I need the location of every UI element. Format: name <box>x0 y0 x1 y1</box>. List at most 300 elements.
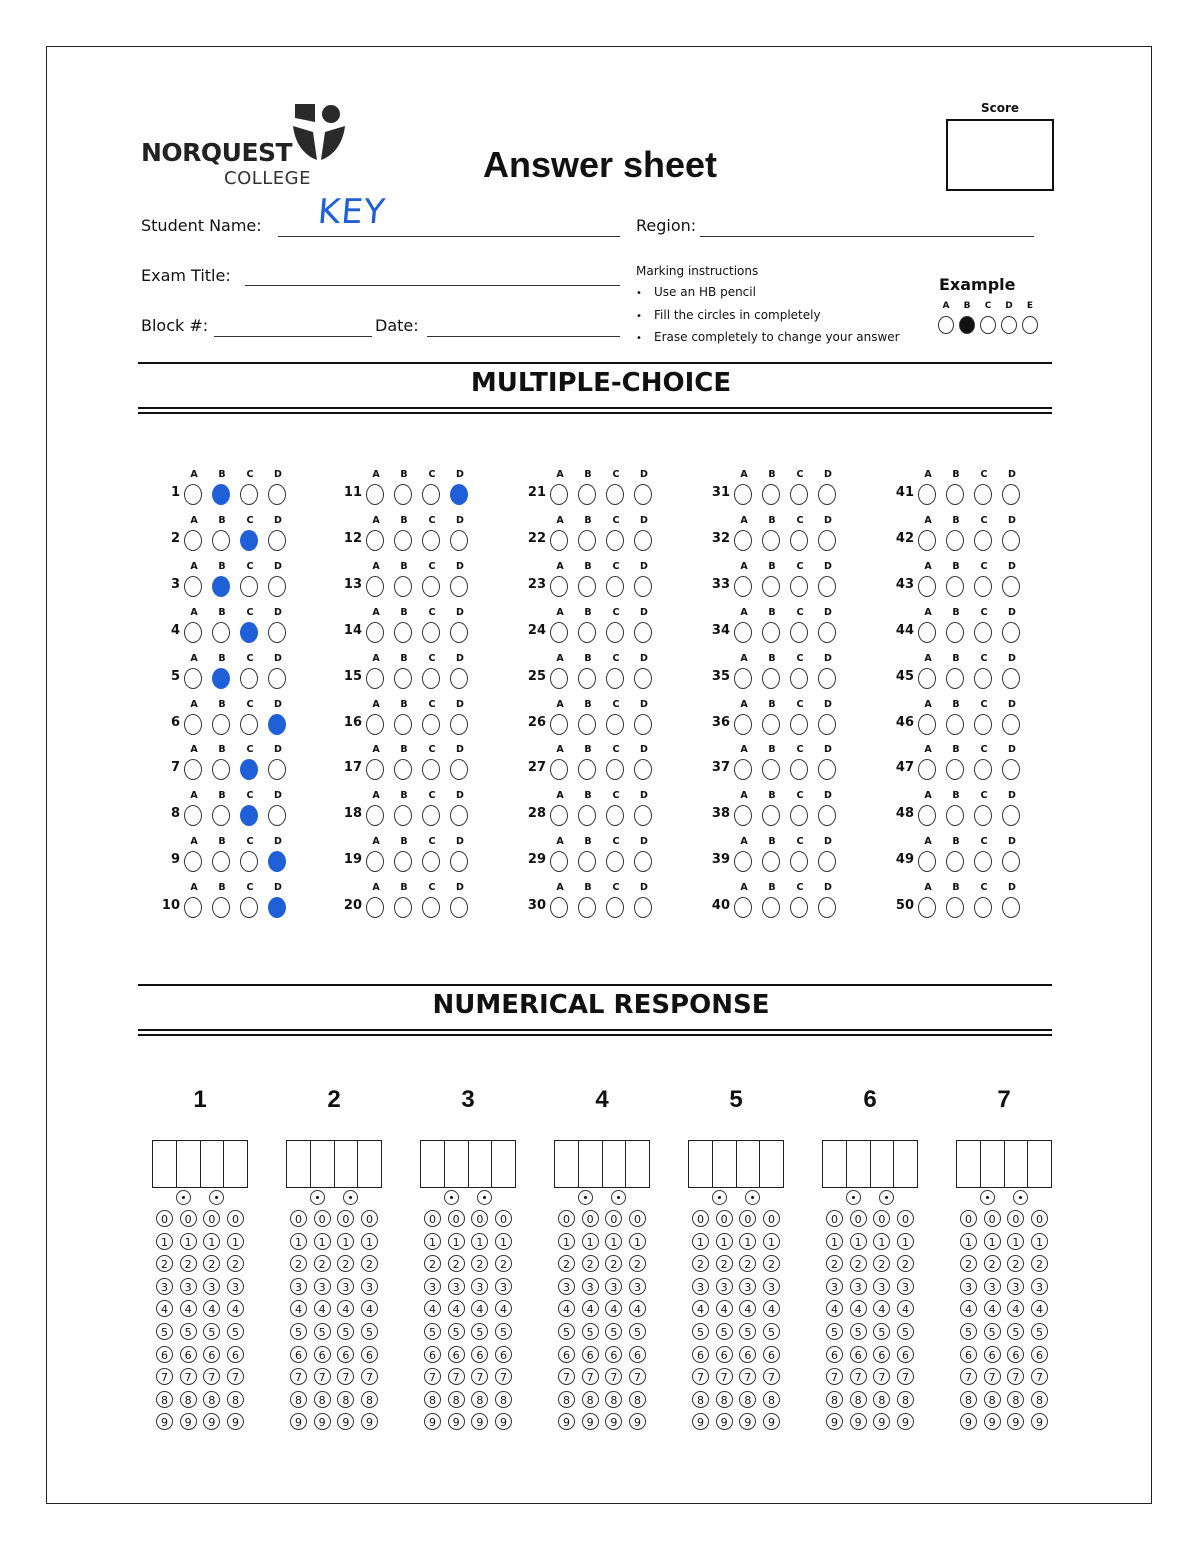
mc-bubble[interactable] <box>762 622 780 643</box>
nr-digit-bubble[interactable]: 5 <box>290 1323 307 1340</box>
nr-digit-bubble[interactable]: 6 <box>448 1346 465 1363</box>
nr-digit-bubble[interactable]: 5 <box>1007 1323 1024 1340</box>
nr-digit-bubble[interactable]: 3 <box>850 1278 867 1295</box>
nr-digit-bubble[interactable]: 0 <box>290 1210 307 1227</box>
mc-bubble[interactable] <box>394 530 412 551</box>
nr-digit-bubble[interactable]: 9 <box>337 1413 354 1430</box>
nr-digit-bubble[interactable]: 6 <box>716 1346 733 1363</box>
nr-digit-bubble[interactable]: 7 <box>227 1368 244 1385</box>
nr-digit-bubble[interactable]: 9 <box>314 1413 331 1430</box>
nr-answer-box[interactable] <box>492 1141 515 1187</box>
nr-digit-bubble[interactable]: 1 <box>1007 1233 1024 1250</box>
mc-bubble[interactable] <box>946 759 964 780</box>
nr-digit-bubble[interactable]: 7 <box>582 1368 599 1385</box>
nr-digit-bubble[interactable]: 6 <box>424 1346 441 1363</box>
mc-bubble[interactable] <box>762 805 780 826</box>
nr-answer-boxes[interactable] <box>420 1140 516 1188</box>
mc-bubble[interactable] <box>790 668 808 689</box>
nr-answer-box[interactable] <box>358 1141 381 1187</box>
mc-bubble[interactable] <box>550 576 568 597</box>
nr-digit-bubble[interactable]: 2 <box>850 1255 867 1272</box>
nr-digit-bubble[interactable]: 4 <box>203 1300 220 1317</box>
nr-digit-bubble[interactable]: 0 <box>960 1210 977 1227</box>
mc-bubble[interactable] <box>366 484 384 505</box>
nr-digit-bubble[interactable]: 0 <box>739 1210 756 1227</box>
mc-bubble[interactable] <box>268 530 286 551</box>
nr-digit-bubble[interactable]: 8 <box>629 1391 646 1408</box>
mc-bubble[interactable] <box>734 851 752 872</box>
nr-digit-bubble[interactable]: 2 <box>605 1255 622 1272</box>
nr-decimal-bubble[interactable] <box>846 1190 861 1205</box>
mc-bubble[interactable] <box>606 805 624 826</box>
nr-digit-bubble[interactable]: 9 <box>156 1413 173 1430</box>
mc-bubble[interactable] <box>918 668 936 689</box>
mc-bubble[interactable] <box>974 714 992 735</box>
nr-digit-bubble[interactable]: 6 <box>850 1346 867 1363</box>
nr-digit-bubble[interactable]: 6 <box>692 1346 709 1363</box>
nr-digit-bubble[interactable]: 4 <box>605 1300 622 1317</box>
nr-digit-bubble[interactable]: 1 <box>361 1233 378 1250</box>
nr-digit-bubble[interactable]: 6 <box>495 1346 512 1363</box>
mc-bubble[interactable] <box>450 576 468 597</box>
mc-bubble[interactable] <box>184 576 202 597</box>
nr-digit-bubble[interactable]: 2 <box>1007 1255 1024 1272</box>
mc-bubble[interactable] <box>606 668 624 689</box>
mc-bubble[interactable] <box>946 622 964 643</box>
nr-digit-bubble[interactable]: 5 <box>471 1323 488 1340</box>
nr-digit-bubble[interactable]: 3 <box>1007 1278 1024 1295</box>
nr-digit-bubble[interactable]: 7 <box>314 1368 331 1385</box>
nr-digit-bubble[interactable]: 7 <box>203 1368 220 1385</box>
nr-digit-bubble[interactable]: 1 <box>424 1233 441 1250</box>
mc-bubble[interactable] <box>394 668 412 689</box>
nr-digit-bubble[interactable]: 3 <box>558 1278 575 1295</box>
nr-digit-bubble[interactable]: 3 <box>337 1278 354 1295</box>
nr-digit-bubble[interactable]: 4 <box>629 1300 646 1317</box>
mc-bubble[interactable] <box>578 851 596 872</box>
mc-bubble[interactable] <box>212 851 230 872</box>
mc-bubble[interactable] <box>550 897 568 918</box>
nr-digit-bubble[interactable]: 0 <box>984 1210 1001 1227</box>
mc-bubble[interactable] <box>578 805 596 826</box>
nr-digit-bubble[interactable]: 5 <box>850 1323 867 1340</box>
nr-digit-bubble[interactable]: 4 <box>984 1300 1001 1317</box>
nr-digit-bubble[interactable]: 0 <box>314 1210 331 1227</box>
mc-bubble[interactable] <box>762 851 780 872</box>
mc-bubble[interactable] <box>578 576 596 597</box>
nr-digit-bubble[interactable]: 9 <box>605 1413 622 1430</box>
nr-digit-bubble[interactable]: 4 <box>361 1300 378 1317</box>
nr-digit-bubble[interactable]: 6 <box>582 1346 599 1363</box>
mc-bubble[interactable] <box>578 622 596 643</box>
nr-digit-bubble[interactable]: 2 <box>873 1255 890 1272</box>
mc-bubble[interactable] <box>1002 622 1020 643</box>
nr-digit-bubble[interactable]: 9 <box>495 1413 512 1430</box>
nr-digit-bubble[interactable]: 8 <box>290 1391 307 1408</box>
nr-digit-bubble[interactable]: 2 <box>692 1255 709 1272</box>
nr-digit-bubble[interactable]: 6 <box>314 1346 331 1363</box>
nr-digit-bubble[interactable]: 6 <box>471 1346 488 1363</box>
mc-bubble[interactable] <box>634 851 652 872</box>
mc-bubble[interactable] <box>240 897 258 918</box>
nr-digit-bubble[interactable]: 7 <box>960 1368 977 1385</box>
mc-bubble[interactable] <box>450 484 468 505</box>
mc-bubble[interactable] <box>578 668 596 689</box>
mc-bubble[interactable] <box>606 759 624 780</box>
mc-bubble[interactable] <box>918 851 936 872</box>
nr-digit-bubble[interactable]: 5 <box>826 1323 843 1340</box>
mc-bubble[interactable] <box>578 714 596 735</box>
nr-answer-box[interactable] <box>957 1141 981 1187</box>
mc-bubble[interactable] <box>946 530 964 551</box>
nr-digit-bubble[interactable]: 9 <box>763 1413 780 1430</box>
nr-digit-bubble[interactable]: 4 <box>424 1300 441 1317</box>
nr-decimal-bubble[interactable] <box>712 1190 727 1205</box>
nr-digit-bubble[interactable]: 1 <box>960 1233 977 1250</box>
nr-digit-bubble[interactable]: 9 <box>984 1413 1001 1430</box>
nr-digit-bubble[interactable]: 2 <box>361 1255 378 1272</box>
nr-digit-bubble[interactable]: 0 <box>605 1210 622 1227</box>
mc-bubble[interactable] <box>212 805 230 826</box>
nr-digit-bubble[interactable]: 8 <box>960 1391 977 1408</box>
nr-decimal-bubble[interactable] <box>745 1190 760 1205</box>
nr-digit-bubble[interactable]: 5 <box>156 1323 173 1340</box>
mc-bubble[interactable] <box>550 805 568 826</box>
mc-bubble[interactable] <box>818 759 836 780</box>
nr-digit-bubble[interactable]: 0 <box>763 1210 780 1227</box>
nr-digit-bubble[interactable]: 0 <box>203 1210 220 1227</box>
nr-digit-bubble[interactable]: 3 <box>582 1278 599 1295</box>
nr-answer-box[interactable] <box>287 1141 311 1187</box>
nr-digit-bubble[interactable]: 1 <box>203 1233 220 1250</box>
mc-bubble[interactable] <box>268 851 286 872</box>
nr-digit-bubble[interactable]: 1 <box>448 1233 465 1250</box>
mc-bubble[interactable] <box>818 622 836 643</box>
nr-decimal-bubble[interactable] <box>578 1190 593 1205</box>
nr-digit-bubble[interactable]: 0 <box>180 1210 197 1227</box>
nr-answer-box[interactable] <box>1005 1141 1029 1187</box>
mc-bubble[interactable] <box>450 759 468 780</box>
mc-bubble[interactable] <box>268 714 286 735</box>
mc-bubble[interactable] <box>184 759 202 780</box>
nr-digit-bubble[interactable]: 7 <box>873 1368 890 1385</box>
mc-bubble[interactable] <box>184 622 202 643</box>
mc-bubble[interactable] <box>184 530 202 551</box>
nr-digit-bubble[interactable]: 3 <box>897 1278 914 1295</box>
mc-bubble[interactable] <box>212 714 230 735</box>
nr-digit-bubble[interactable]: 3 <box>471 1278 488 1295</box>
mc-bubble[interactable] <box>422 759 440 780</box>
mc-bubble[interactable] <box>578 759 596 780</box>
mc-bubble[interactable] <box>606 622 624 643</box>
nr-digit-bubble[interactable]: 8 <box>424 1391 441 1408</box>
mc-bubble[interactable] <box>578 897 596 918</box>
nr-digit-bubble[interactable]: 6 <box>984 1346 1001 1363</box>
mc-bubble[interactable] <box>366 668 384 689</box>
nr-answer-box[interactable] <box>894 1141 917 1187</box>
nr-digit-bubble[interactable]: 1 <box>826 1233 843 1250</box>
nr-digit-bubble[interactable]: 8 <box>471 1391 488 1408</box>
mc-bubble[interactable] <box>946 668 964 689</box>
nr-digit-bubble[interactable]: 6 <box>763 1346 780 1363</box>
mc-bubble[interactable] <box>422 622 440 643</box>
mc-bubble[interactable] <box>422 668 440 689</box>
mc-bubble[interactable] <box>734 759 752 780</box>
nr-digit-bubble[interactable]: 2 <box>495 1255 512 1272</box>
nr-digit-bubble[interactable]: 1 <box>314 1233 331 1250</box>
nr-digit-bubble[interactable]: 6 <box>739 1346 756 1363</box>
nr-decimal-bubble[interactable] <box>444 1190 459 1205</box>
nr-answer-boxes[interactable] <box>152 1140 248 1188</box>
nr-digit-bubble[interactable]: 7 <box>337 1368 354 1385</box>
nr-digit-bubble[interactable]: 7 <box>850 1368 867 1385</box>
nr-answer-boxes[interactable] <box>554 1140 650 1188</box>
nr-digit-bubble[interactable]: 1 <box>739 1233 756 1250</box>
nr-digit-bubble[interactable]: 5 <box>960 1323 977 1340</box>
nr-digit-bubble[interactable]: 3 <box>314 1278 331 1295</box>
mc-bubble[interactable] <box>450 622 468 643</box>
mc-bubble[interactable] <box>918 622 936 643</box>
nr-digit-bubble[interactable]: 1 <box>716 1233 733 1250</box>
nr-digit-bubble[interactable]: 8 <box>1031 1391 1048 1408</box>
mc-bubble[interactable] <box>394 805 412 826</box>
nr-digit-bubble[interactable]: 0 <box>424 1210 441 1227</box>
nr-digit-bubble[interactable]: 5 <box>692 1323 709 1340</box>
nr-digit-bubble[interactable]: 0 <box>629 1210 646 1227</box>
nr-digit-bubble[interactable]: 2 <box>337 1255 354 1272</box>
nr-digit-bubble[interactable]: 3 <box>739 1278 756 1295</box>
mc-bubble[interactable] <box>974 484 992 505</box>
mc-bubble[interactable] <box>818 714 836 735</box>
nr-digit-bubble[interactable]: 0 <box>361 1210 378 1227</box>
mc-bubble[interactable] <box>366 714 384 735</box>
mc-bubble[interactable] <box>184 714 202 735</box>
mc-bubble[interactable] <box>184 805 202 826</box>
mc-bubble[interactable] <box>394 851 412 872</box>
nr-digit-bubble[interactable]: 4 <box>850 1300 867 1317</box>
nr-decimal-bubble[interactable] <box>209 1190 224 1205</box>
mc-bubble[interactable] <box>240 576 258 597</box>
nr-digit-bubble[interactable]: 6 <box>337 1346 354 1363</box>
mc-bubble[interactable] <box>240 714 258 735</box>
nr-answer-box[interactable] <box>177 1141 201 1187</box>
nr-digit-bubble[interactable]: 3 <box>203 1278 220 1295</box>
nr-digit-bubble[interactable]: 9 <box>873 1413 890 1430</box>
nr-answer-box[interactable] <box>603 1141 627 1187</box>
mc-bubble[interactable] <box>974 530 992 551</box>
nr-digit-bubble[interactable]: 4 <box>314 1300 331 1317</box>
nr-digit-bubble[interactable]: 2 <box>763 1255 780 1272</box>
mc-bubble[interactable] <box>550 530 568 551</box>
nr-digit-bubble[interactable]: 9 <box>850 1413 867 1430</box>
mc-bubble[interactable] <box>762 897 780 918</box>
nr-digit-bubble[interactable]: 4 <box>716 1300 733 1317</box>
nr-digit-bubble[interactable]: 8 <box>850 1391 867 1408</box>
nr-digit-bubble[interactable]: 1 <box>629 1233 646 1250</box>
nr-answer-box[interactable] <box>823 1141 847 1187</box>
mc-bubble[interactable] <box>268 622 286 643</box>
nr-digit-bubble[interactable]: 0 <box>156 1210 173 1227</box>
mc-bubble[interactable] <box>268 759 286 780</box>
mc-bubble[interactable] <box>790 805 808 826</box>
nr-digit-bubble[interactable]: 0 <box>558 1210 575 1227</box>
nr-digit-bubble[interactable]: 3 <box>716 1278 733 1295</box>
nr-digit-bubble[interactable]: 6 <box>290 1346 307 1363</box>
nr-digit-bubble[interactable]: 3 <box>960 1278 977 1295</box>
nr-digit-bubble[interactable]: 4 <box>448 1300 465 1317</box>
mc-bubble[interactable] <box>240 530 258 551</box>
nr-digit-bubble[interactable]: 3 <box>227 1278 244 1295</box>
mc-bubble[interactable] <box>734 805 752 826</box>
nr-answer-box[interactable] <box>445 1141 469 1187</box>
nr-digit-bubble[interactable]: 8 <box>716 1391 733 1408</box>
nr-decimal-bubble[interactable] <box>176 1190 191 1205</box>
mc-bubble[interactable] <box>366 759 384 780</box>
mc-bubble[interactable] <box>818 530 836 551</box>
mc-bubble[interactable] <box>240 851 258 872</box>
nr-digit-bubble[interactable]: 9 <box>203 1413 220 1430</box>
nr-digit-bubble[interactable]: 6 <box>558 1346 575 1363</box>
nr-digit-bubble[interactable]: 8 <box>337 1391 354 1408</box>
nr-digit-bubble[interactable]: 9 <box>424 1413 441 1430</box>
nr-digit-bubble[interactable]: 6 <box>361 1346 378 1363</box>
nr-digit-bubble[interactable]: 6 <box>203 1346 220 1363</box>
mc-bubble[interactable] <box>268 668 286 689</box>
nr-digit-bubble[interactable]: 2 <box>424 1255 441 1272</box>
nr-digit-bubble[interactable]: 0 <box>227 1210 244 1227</box>
mc-bubble[interactable] <box>946 576 964 597</box>
nr-decimal-bubble[interactable] <box>310 1190 325 1205</box>
mc-bubble[interactable] <box>790 622 808 643</box>
mc-bubble[interactable] <box>734 714 752 735</box>
nr-digit-bubble[interactable]: 9 <box>897 1413 914 1430</box>
nr-digit-bubble[interactable]: 2 <box>290 1255 307 1272</box>
mc-bubble[interactable] <box>762 484 780 505</box>
mc-bubble[interactable] <box>918 530 936 551</box>
nr-digit-bubble[interactable]: 2 <box>984 1255 1001 1272</box>
nr-answer-box[interactable] <box>421 1141 445 1187</box>
nr-digit-bubble[interactable]: 5 <box>873 1323 890 1340</box>
nr-digit-bubble[interactable]: 7 <box>897 1368 914 1385</box>
nr-digit-bubble[interactable]: 8 <box>739 1391 756 1408</box>
nr-digit-bubble[interactable]: 9 <box>826 1413 843 1430</box>
nr-digit-bubble[interactable]: 9 <box>180 1413 197 1430</box>
nr-digit-bubble[interactable]: 7 <box>156 1368 173 1385</box>
nr-digit-bubble[interactable]: 2 <box>558 1255 575 1272</box>
nr-digit-bubble[interactable]: 8 <box>558 1391 575 1408</box>
nr-answer-box[interactable] <box>981 1141 1005 1187</box>
mc-bubble[interactable] <box>550 851 568 872</box>
mc-bubble[interactable] <box>1002 805 1020 826</box>
nr-digit-bubble[interactable]: 8 <box>763 1391 780 1408</box>
nr-digit-bubble[interactable]: 8 <box>1007 1391 1024 1408</box>
nr-digit-bubble[interactable]: 4 <box>156 1300 173 1317</box>
nr-digit-bubble[interactable]: 4 <box>227 1300 244 1317</box>
mc-bubble[interactable] <box>790 759 808 780</box>
nr-digit-bubble[interactable]: 7 <box>739 1368 756 1385</box>
nr-digit-bubble[interactable]: 5 <box>605 1323 622 1340</box>
nr-digit-bubble[interactable]: 1 <box>337 1233 354 1250</box>
nr-digit-bubble[interactable]: 5 <box>361 1323 378 1340</box>
nr-digit-bubble[interactable]: 3 <box>495 1278 512 1295</box>
nr-digit-bubble[interactable]: 9 <box>629 1413 646 1430</box>
nr-decimal-bubble[interactable] <box>611 1190 626 1205</box>
nr-answer-box[interactable] <box>579 1141 603 1187</box>
mc-bubble[interactable] <box>918 576 936 597</box>
nr-digit-bubble[interactable]: 1 <box>873 1233 890 1250</box>
mc-bubble[interactable] <box>240 484 258 505</box>
mc-bubble[interactable] <box>366 576 384 597</box>
nr-digit-bubble[interactable]: 2 <box>716 1255 733 1272</box>
mc-bubble[interactable] <box>394 576 412 597</box>
nr-digit-bubble[interactable]: 7 <box>495 1368 512 1385</box>
nr-digit-bubble[interactable]: 6 <box>897 1346 914 1363</box>
mc-bubble[interactable] <box>550 622 568 643</box>
nr-digit-bubble[interactable]: 0 <box>1031 1210 1048 1227</box>
mc-bubble[interactable] <box>974 576 992 597</box>
nr-digit-bubble[interactable]: 9 <box>582 1413 599 1430</box>
nr-digit-bubble[interactable]: 3 <box>826 1278 843 1295</box>
mc-bubble[interactable] <box>1002 897 1020 918</box>
mc-bubble[interactable] <box>578 530 596 551</box>
nr-digit-bubble[interactable]: 5 <box>337 1323 354 1340</box>
mc-bubble[interactable] <box>606 576 624 597</box>
nr-digit-bubble[interactable]: 2 <box>629 1255 646 1272</box>
nr-digit-bubble[interactable]: 1 <box>692 1233 709 1250</box>
mc-bubble[interactable] <box>734 622 752 643</box>
mc-bubble[interactable] <box>394 897 412 918</box>
nr-digit-bubble[interactable]: 0 <box>873 1210 890 1227</box>
mc-bubble[interactable] <box>946 897 964 918</box>
nr-digit-bubble[interactable]: 9 <box>716 1413 733 1430</box>
mc-bubble[interactable] <box>212 484 230 505</box>
mc-bubble[interactable] <box>606 897 624 918</box>
nr-answer-box[interactable] <box>153 1141 177 1187</box>
nr-digit-bubble[interactable]: 4 <box>290 1300 307 1317</box>
nr-digit-bubble[interactable]: 4 <box>826 1300 843 1317</box>
mc-bubble[interactable] <box>734 484 752 505</box>
mc-bubble[interactable] <box>1002 668 1020 689</box>
nr-digit-bubble[interactable]: 7 <box>1007 1368 1024 1385</box>
nr-digit-bubble[interactable]: 7 <box>826 1368 843 1385</box>
mc-bubble[interactable] <box>450 530 468 551</box>
nr-digit-bubble[interactable]: 3 <box>873 1278 890 1295</box>
mc-bubble[interactable] <box>818 897 836 918</box>
nr-digit-bubble[interactable]: 4 <box>1031 1300 1048 1317</box>
nr-digit-bubble[interactable]: 2 <box>471 1255 488 1272</box>
mc-bubble[interactable] <box>184 851 202 872</box>
nr-digit-bubble[interactable]: 4 <box>180 1300 197 1317</box>
nr-digit-bubble[interactable]: 1 <box>156 1233 173 1250</box>
nr-digit-bubble[interactable]: 0 <box>1007 1210 1024 1227</box>
nr-digit-bubble[interactable]: 7 <box>471 1368 488 1385</box>
nr-digit-bubble[interactable]: 1 <box>763 1233 780 1250</box>
nr-digit-bubble[interactable]: 5 <box>984 1323 1001 1340</box>
nr-digit-bubble[interactable]: 9 <box>960 1413 977 1430</box>
nr-answer-box[interactable] <box>689 1141 713 1187</box>
mc-bubble[interactable] <box>184 484 202 505</box>
mc-bubble[interactable] <box>606 530 624 551</box>
nr-digit-bubble[interactable]: 3 <box>984 1278 1001 1295</box>
nr-digit-bubble[interactable]: 7 <box>290 1368 307 1385</box>
mc-bubble[interactable] <box>422 530 440 551</box>
nr-digit-bubble[interactable]: 0 <box>826 1210 843 1227</box>
mc-bubble[interactable] <box>790 714 808 735</box>
nr-digit-bubble[interactable]: 8 <box>156 1391 173 1408</box>
nr-digit-bubble[interactable]: 2 <box>582 1255 599 1272</box>
nr-digit-bubble[interactable]: 8 <box>605 1391 622 1408</box>
mc-bubble[interactable] <box>394 759 412 780</box>
